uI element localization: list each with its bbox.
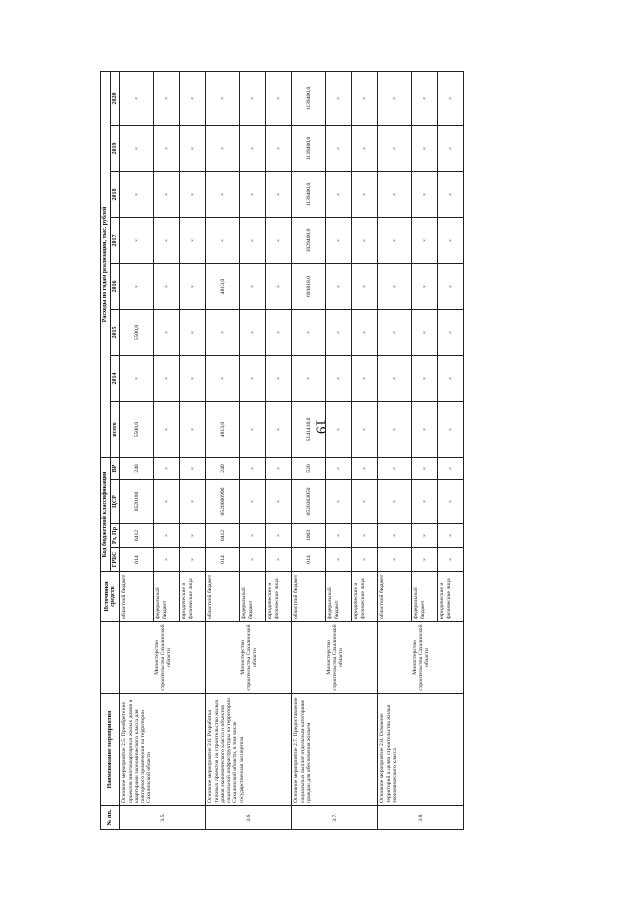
expense-value: ×	[180, 401, 206, 457]
header-year-col: 2019	[110, 125, 120, 171]
code-csr: ×	[438, 480, 464, 524]
code-grbs: 014	[120, 548, 154, 572]
expense-value: ×	[240, 217, 266, 263]
code-rz: ×	[412, 524, 438, 548]
expense-value: ×	[206, 355, 240, 401]
table-row	[292, 71, 326, 829]
code-csr: ×	[240, 480, 266, 524]
expense-value: ×	[154, 71, 180, 125]
expense-value: ×	[206, 309, 240, 355]
expense-value: ×	[266, 355, 292, 401]
header-year-col: 2014	[110, 355, 120, 401]
expense-value: ×	[352, 309, 378, 355]
code-grbs: ×	[154, 548, 180, 572]
expense-value: 5141418,0	[292, 401, 326, 457]
code-vr: ×	[180, 457, 206, 479]
expense-value: ×	[412, 125, 438, 171]
header-year-col: 2016	[110, 263, 120, 309]
executor-name: Министерство строительства Сахалинской области	[292, 622, 378, 694]
row-number: 3.8.	[378, 806, 464, 830]
expense-value: ×	[412, 263, 438, 309]
header-year-col: 2017	[110, 217, 120, 263]
expense-value: ×	[154, 401, 180, 457]
expense-value: ×	[412, 401, 438, 457]
header-year-col: 2018	[110, 171, 120, 217]
expense-value: ×	[352, 125, 378, 171]
code-csr: ×	[180, 480, 206, 524]
expense-value: ×	[120, 171, 154, 217]
code-vr: ×	[240, 457, 266, 479]
code-vr: ×	[378, 457, 412, 479]
expense-value: ×	[352, 401, 378, 457]
code-csr: 0520600990	[206, 480, 240, 524]
code-rz: ×	[326, 524, 352, 548]
row-number: 3.7.	[292, 806, 378, 830]
expense-value: ×	[154, 217, 180, 263]
executor-name: Министерство строительства Сахалинской области	[120, 622, 206, 694]
expense-value: ×	[206, 171, 240, 217]
expense-value: 1139400,0	[292, 125, 326, 171]
header-code-col: ВР	[110, 457, 120, 479]
expense-value: ×	[154, 171, 180, 217]
expense-value: ×	[438, 71, 464, 125]
code-rz: ×	[180, 524, 206, 548]
expense-value: ×	[240, 355, 266, 401]
executor-name: Министерство строительства Сахалинской области	[378, 622, 464, 694]
header-code-col: Рз, Пр	[110, 524, 120, 548]
header-code-group: Код бюджетной классификации	[101, 457, 111, 571]
expense-value: ×	[438, 401, 464, 457]
code-grbs: ×	[352, 548, 378, 572]
expense-value: ×	[180, 355, 206, 401]
expense-value: ×	[240, 171, 266, 217]
expense-value: ×	[154, 309, 180, 355]
expense-value: ×	[240, 309, 266, 355]
funding-source: федеральный бюджет	[412, 572, 438, 622]
code-grbs: ×	[240, 548, 266, 572]
table-row	[206, 71, 240, 829]
expense-value: ×	[326, 355, 352, 401]
expense-value: 1139400,0	[292, 171, 326, 217]
code-rz: ×	[378, 524, 412, 548]
expense-value: ×	[180, 71, 206, 125]
expense-value: ×	[266, 217, 292, 263]
funding-source: федеральный бюджет	[240, 572, 266, 622]
expense-value: ×	[292, 309, 326, 355]
expense-value: ×	[120, 263, 154, 309]
expense-value: 4813,0	[206, 263, 240, 309]
expense-value: 693818,0	[292, 263, 326, 309]
code-csr: ×	[378, 480, 412, 524]
header-name: Наименование мероприятия	[101, 694, 120, 806]
expense-value: ×	[206, 217, 240, 263]
code-grbs: ×	[438, 548, 464, 572]
funding-source: областной бюджет	[120, 572, 154, 622]
expense-value: ×	[352, 217, 378, 263]
code-vr: 240	[120, 457, 154, 479]
header-year-col: 2020	[110, 71, 120, 125]
header-expenditures-group: Расходы по годам реализации, тыс. рублей	[101, 71, 111, 457]
measure-name: Основное мероприятие 2.5. Приобретение проектов многоквартирных жилых домов и квартирами экономического класса для повторного применения на территории Сахалинской области	[120, 694, 206, 806]
expense-value: ×	[378, 71, 412, 125]
expense-value: ×	[240, 401, 266, 457]
expense-value: ×	[326, 125, 352, 171]
code-vr: 520	[292, 457, 326, 479]
code-rz: 1003	[292, 524, 326, 548]
code-vr: ×	[154, 457, 180, 479]
expense-value: ×	[180, 171, 206, 217]
expense-value: ×	[154, 263, 180, 309]
expense-value: ×	[438, 309, 464, 355]
expense-value: 5500,0	[120, 401, 154, 457]
expense-value: ×	[378, 125, 412, 171]
expense-value: ×	[266, 171, 292, 217]
expense-value: ×	[326, 401, 352, 457]
expense-value: ×	[326, 217, 352, 263]
code-csr: 0520100	[120, 480, 154, 524]
expense-value: ×	[154, 355, 180, 401]
expense-value: ×	[378, 263, 412, 309]
code-vr: ×	[326, 457, 352, 479]
header-year-col: 2015	[110, 309, 120, 355]
funding-source: областной бюджет	[206, 572, 240, 622]
code-csr: ×	[412, 480, 438, 524]
budget-expenditure-table	[100, 71, 464, 830]
expense-value: ×	[378, 217, 412, 263]
expense-value: ×	[378, 401, 412, 457]
expense-value: ×	[438, 217, 464, 263]
expense-value: ×	[180, 125, 206, 171]
header-year-col: всего	[110, 401, 120, 457]
code-rz: 0412	[120, 524, 154, 548]
code-grbs: ×	[378, 548, 412, 572]
expense-value: ×	[326, 263, 352, 309]
code-vr: ×	[266, 457, 292, 479]
header-sources: Источники средств	[101, 572, 120, 622]
code-csr: ×	[352, 480, 378, 524]
funding-source: юридические и физические лица	[266, 572, 292, 622]
code-grbs: 014	[292, 548, 326, 572]
expense-value: ×	[120, 217, 154, 263]
funding-source: юридические и физические лица	[438, 572, 464, 622]
expense-value: ×	[266, 401, 292, 457]
expense-value: ×	[378, 309, 412, 355]
executor-name: Министерство строительства Сахалинской области	[206, 622, 292, 694]
code-rz: ×	[240, 524, 266, 548]
expense-value: 5500,0	[120, 309, 154, 355]
expense-value: ×	[154, 125, 180, 171]
expense-value: ×	[326, 71, 352, 125]
header-executor	[101, 622, 120, 694]
code-vr: ×	[438, 457, 464, 479]
expense-value: ×	[352, 171, 378, 217]
expense-value: ×	[180, 217, 206, 263]
expense-value: ×	[412, 217, 438, 263]
code-vr: 240	[206, 457, 240, 479]
expense-value: ×	[378, 355, 412, 401]
expense-value: ×	[120, 125, 154, 171]
expense-value: ×	[438, 125, 464, 171]
code-grbs: 014	[206, 548, 240, 572]
code-grbs: ×	[412, 548, 438, 572]
expense-value: ×	[412, 171, 438, 217]
expense-value: 4813,0	[206, 401, 240, 457]
expense-value: ×	[412, 355, 438, 401]
code-grbs: ×	[326, 548, 352, 572]
funding-source: федеральный бюджет	[154, 572, 180, 622]
code-csr: ×	[266, 480, 292, 524]
code-grbs: ×	[266, 548, 292, 572]
expense-value: ×	[180, 309, 206, 355]
row-number: 3.6.	[206, 806, 292, 830]
expense-value: ×	[266, 309, 292, 355]
expense-value: ×	[438, 263, 464, 309]
expense-value: ×	[352, 71, 378, 125]
funding-source: областной бюджет	[378, 572, 412, 622]
code-csr: ×	[326, 480, 352, 524]
expense-value: ×	[438, 355, 464, 401]
expense-value: ×	[266, 125, 292, 171]
code-grbs: ×	[180, 548, 206, 572]
expense-value: ×	[206, 125, 240, 171]
measure-name: Основное мероприятие 2.6. Разработка типовых проектов на строительство жилых домов экономического класса и объектов социальной инфраструктуры на территории Сахалинской области, в том числе государственная экспертиза	[206, 694, 292, 806]
expense-value: ×	[240, 125, 266, 171]
expense-value: ×	[180, 263, 206, 309]
funding-source: юридические и физические лица	[180, 572, 206, 622]
header-num: № пп.	[101, 806, 120, 830]
header-code-col: ГРБС	[110, 548, 120, 572]
measure-name: Основное мероприятие 2.7. Предоставление социальных выплат отдельным категориям граждан для обеспечения жильем	[292, 694, 378, 806]
row-number: 3.5.	[120, 806, 206, 830]
code-rz: ×	[154, 524, 180, 548]
code-rz: 0412	[206, 524, 240, 548]
expense-value: ×	[352, 263, 378, 309]
code-rz: ×	[438, 524, 464, 548]
funding-source: областной бюджет	[292, 572, 326, 622]
expense-value: ×	[326, 171, 352, 217]
funding-source: юридические и физические лица	[352, 572, 378, 622]
expense-value: 1139400,0	[292, 71, 326, 125]
code-rz: ×	[352, 524, 378, 548]
expense-value: ×	[352, 355, 378, 401]
code-csr: 0520363050	[292, 480, 326, 524]
header-code-col: ЦСР	[110, 480, 120, 524]
expense-value: ×	[412, 309, 438, 355]
measure-name: Основное мероприятие 2.8. Освоение территорий в целях строительства жилья экономического класса	[378, 694, 464, 806]
expense-value: ×	[326, 309, 352, 355]
expense-value: ×	[412, 71, 438, 125]
code-rz: ×	[266, 524, 292, 548]
expense-value: ×	[266, 71, 292, 125]
expense-value: ×	[292, 355, 326, 401]
expense-value: ×	[438, 171, 464, 217]
expense-value: ×	[266, 263, 292, 309]
expense-value: 1029400,0	[292, 217, 326, 263]
funding-source: федеральный бюджет	[326, 572, 352, 622]
expense-value: ×	[120, 355, 154, 401]
code-vr: ×	[412, 457, 438, 479]
expense-value: ×	[240, 71, 266, 125]
table-row	[120, 71, 154, 829]
expense-value: ×	[240, 263, 266, 309]
code-csr: ×	[154, 480, 180, 524]
expense-value: ×	[206, 71, 240, 125]
table-row	[378, 71, 412, 829]
expense-value: ×	[120, 71, 154, 125]
expense-value: ×	[378, 171, 412, 217]
code-vr: ×	[352, 457, 378, 479]
page-number: 19	[312, 419, 329, 434]
